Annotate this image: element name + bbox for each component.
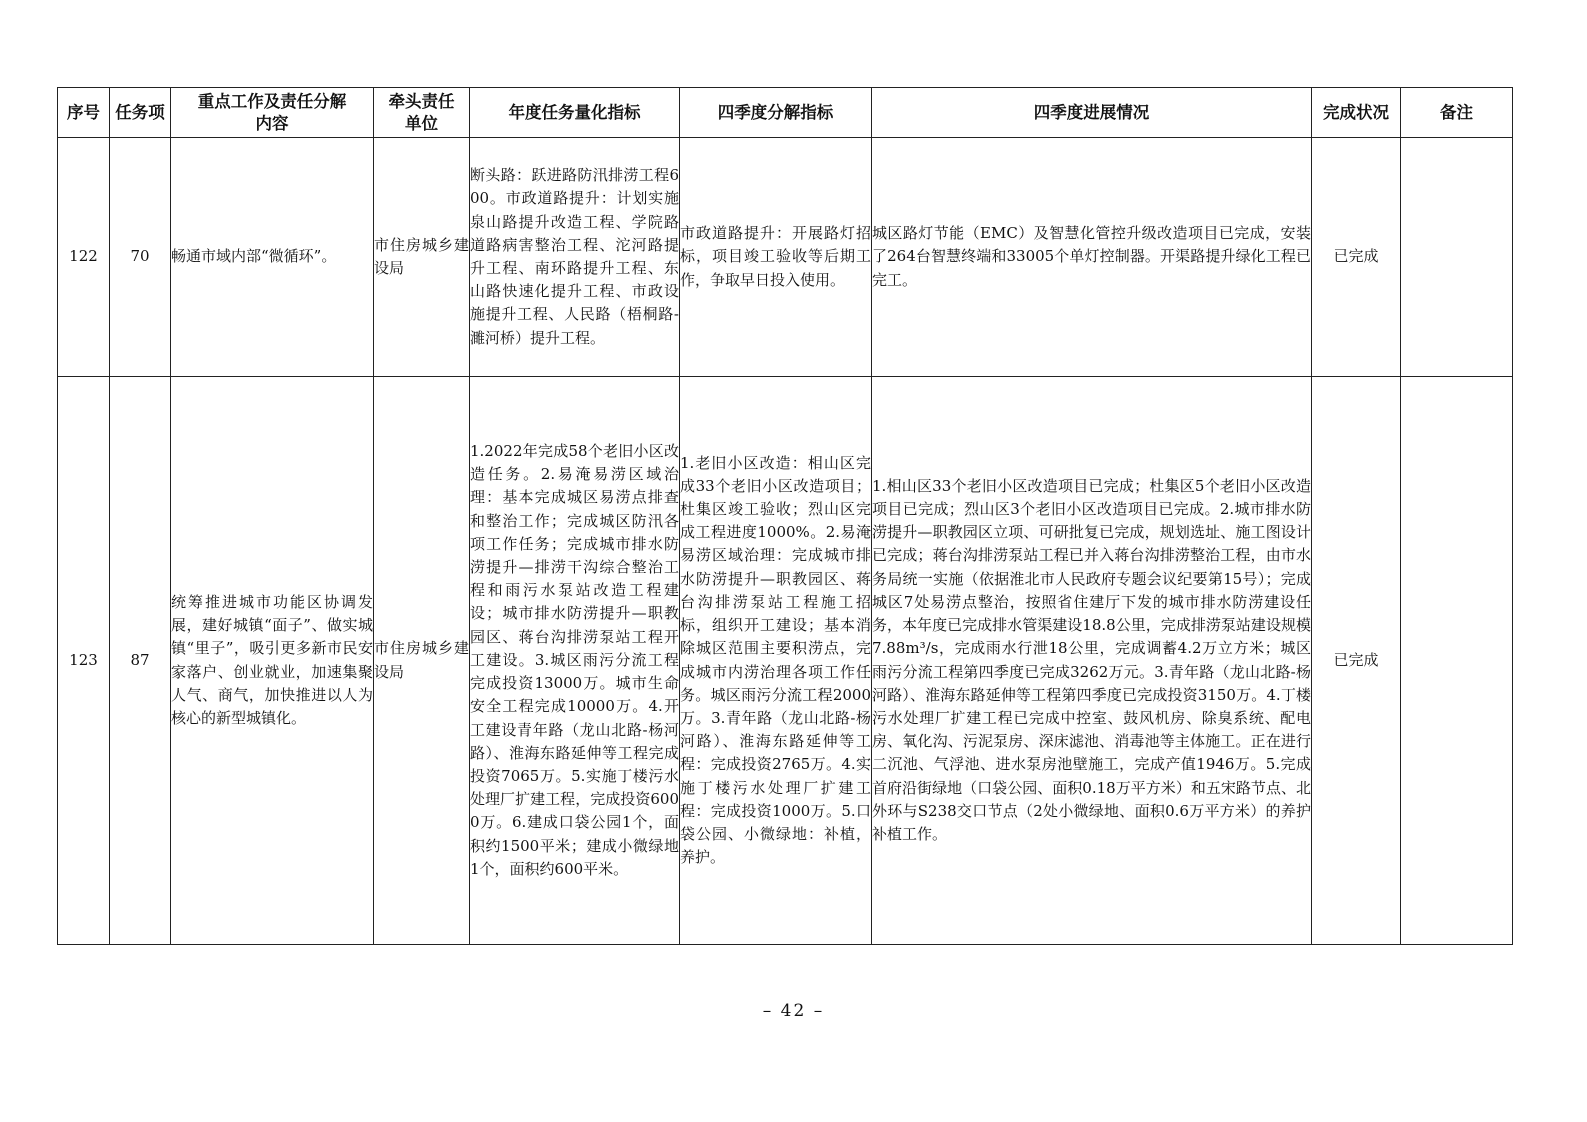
header-annual: 年度任务量化指标 xyxy=(470,88,680,138)
header-task: 任务项 xyxy=(110,88,171,138)
header-status: 完成状况 xyxy=(1312,88,1401,138)
header-unit-label: 牵头责任单位 xyxy=(388,91,455,133)
header-q4-target: 四季度分解指标 xyxy=(680,88,872,138)
cell-status: 已完成 xyxy=(1312,377,1401,945)
cell-task: 87 xyxy=(110,377,171,945)
header-unit xyxy=(374,88,470,138)
header-content xyxy=(171,88,374,138)
cell-task: 70 xyxy=(110,138,171,377)
header-content-label: 重点工作及责任分解内容 xyxy=(197,91,347,133)
cell-q4-target: 1.老旧小区改造：相山区完成33个老旧小区改造项目；杜集区竣工验收；烈山区完成工程进度1000%。2.易淹易涝区域治理：完成城市排水防涝提升—职教园区、蒋台沟排涝泵站工程施工招标，组织开工建设；基本消除城区范围主要积涝点，完成城市内涝治理各项工作任务。城区雨污分流工程2000万。3.青年路（龙山北路-杨河路）、淮海东路延伸等工程：完成投资2765万。4.实施丁楼污水处理厂扩建工程：完成投资1000万。5.口袋公园、小微绿地：补植，养护。 xyxy=(680,377,872,945)
cell-unit: 市住房城乡建设局 xyxy=(374,138,470,377)
table-row xyxy=(58,377,1513,945)
header-row xyxy=(58,88,1513,138)
cell-seq: 122 xyxy=(58,138,110,377)
cell-status: 已完成 xyxy=(1312,138,1401,377)
cell-remark xyxy=(1401,377,1513,945)
task-table xyxy=(57,87,1513,945)
cell-content: 统筹推进城市功能区协调发展，建好城镇“面子”、做实城镇“里子”，吸引更多新市民安家落户、创业就业，加速集聚人气、商气，加快推进以人为核心的新型城镇化。 xyxy=(171,377,374,945)
cell-q4-progress: 1.相山区33个老旧小区改造项目已完成；杜集区5个老旧小区改造项目已完成；烈山区3个老旧小区改造项目已完成。2.城市排水防涝提升—职教园区立项、可研批复已完成，规划选址、施工图设计已完成；蒋台沟排涝泵站工程已并入蒋台沟排涝整治工程，由市水务局统一实施（依据淮北市人民政府专题会议纪要第15号）；完成城区7处易涝点整治，按照省住建厅下发的城市排水防涝建设任务，本年度已完成排水管渠建设18.8公里，完成排涝泵站建设规模7.88m³/s，完成雨水行泄18公里，完成调蓄4.2万立方米；城区雨污分流工程第四季度已完成3262万元。3.青年路（龙山北路-杨河路）、淮海东路延伸等工程第四季度已完成投资3150万。4.丁楼污水处理厂扩建工程已完成中控室、鼓风机房、除臭系统、配电房、氧化沟、污泥泵房、深床滤池、消毒池等主体施工。正在进行二沉池、气浮池、进水泵房池壁施工，完成产值1946万。5.完成首府沿街绿地（口袋公园、面积0.18万平方米）和五宋路节点、北外环与S238交口节点（2处小微绿地、面积0.6万平方米）的养护补植工作。 xyxy=(872,377,1312,945)
page-number: – 42 – xyxy=(762,1001,825,1021)
cell-content: 畅通市域内部“微循环”。 xyxy=(171,138,374,377)
cell-q4-progress: 城区路灯节能（EMC）及智慧化管控升级改造项目已完成，安装了264台智慧终端和33005个单灯控制器。开渠路提升绿化工程已完工。 xyxy=(872,138,1312,377)
header-q4-progress: 四季度进展情况 xyxy=(872,88,1312,138)
cell-annual: 1.2022年完成58个老旧小区改造任务。2.易淹易涝区域治理：基本完成城区易涝点排查和整治工作；完成城区防汛各项工作任务；完成城市排水防涝提升—排涝干沟综合整治工程和雨污水泵站改造工程建设；城市排水防涝提升—职教园区、蒋台沟排涝泵站工程开工建设。3.城区雨污分流工程完成投资13000万。城市生命安全工程完成10000万。4.开工建设青年路（龙山北路-杨河路）、淮海东路延伸等工程完成投资7065万。5.实施丁楼污水处理厂扩建工程，完成投资6000万。6.建成口袋公园1个，面积约1500平米；建成小微绿地1个，面积约600平米。 xyxy=(470,377,680,945)
cell-unit: 市住房城乡建设局 xyxy=(374,377,470,945)
cell-q4-target: 市政道路提升：开展路灯招标，项目竣工验收等后期工作，争取早日投入使用。 xyxy=(680,138,872,377)
header-remark: 备注 xyxy=(1401,88,1513,138)
cell-annual: 断头路：跃进路防汛排涝工程600。市政道路提升：计划实施泉山路提升改造工程、学院路道路病害整治工程、沱河路提升工程、南环路提升工程、东山路快速化提升工程、市政设施提升工程、人民路（梧桐路-濉河桥）提升工程。 xyxy=(470,138,680,377)
cell-seq: 123 xyxy=(58,377,110,945)
cell-remark xyxy=(1401,138,1513,377)
header-seq: 序号 xyxy=(58,88,110,138)
table-row xyxy=(58,138,1513,377)
